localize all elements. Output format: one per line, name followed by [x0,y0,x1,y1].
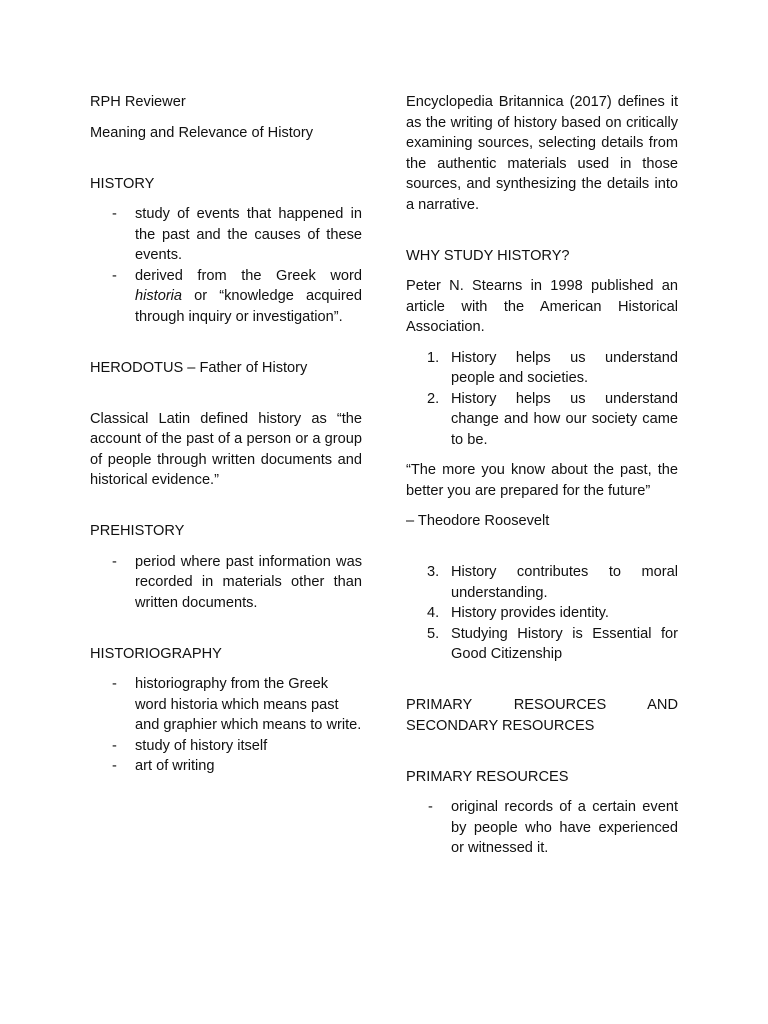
history-list [90,204,362,327]
historiography-list [90,674,362,777]
dash-marker: - [112,758,117,774]
historiography-bullet-2: study of history itself [135,737,268,754]
historiography-bullet-1: historiography from the Greek word historia which means past and graphier which means to write. [135,676,362,733]
primary-secondary-line-1: PRIMARY RESOURCES AND [406,697,678,713]
primary-bullet-1: original records of a certain event by people who have experienced or witnessed it. [451,799,678,856]
dash-marker: - [112,737,117,754]
number-marker: 2. [427,390,440,407]
list-item [406,389,678,451]
right-column [406,92,678,869]
stearns-paragraph: Peter N. Stearns in 1998 published an article with the American Historical Association. [406,278,678,335]
primary-secondary-line-2: SECONDARY RESOURCES [406,717,595,734]
dash-marker: - [112,676,117,692]
prehistory-list [90,552,362,614]
quote-author: – Theodore Roosevelt [406,513,550,529]
list-item [406,348,678,389]
dash-marker: - [112,206,117,222]
list-item [406,797,678,859]
reason-text: History provides identity. [451,605,609,621]
reason-text: History helps us understand people and societies. [451,349,678,386]
number-marker: 4. [427,605,440,621]
history-bullet-2-pre: derived from the Greek word [135,267,362,284]
prehistory-bullet-1: period where past information was recorded in materials other than written documents. [135,553,362,611]
classical-latin-paragraph: Classical Latin defined history as “the account of the past of a person or a group of people through written documents and historical evidence.” [90,410,362,488]
list-item [90,736,362,757]
left-column [90,92,362,787]
list-item [90,756,362,777]
primary-resources-list [406,797,678,859]
list-item [90,204,362,266]
britannica-paragraph: Encyclopedia Britannica (2017) defines it as the writing of history based on critically examining sources, selecting details from the authentic materials used in those sources, and synthesizing the details into a narrative. [406,94,678,213]
dash-marker: - [112,553,117,570]
why-study-heading: WHY STUDY HISTORY? [406,247,570,264]
list-item [406,624,678,665]
prehistory-heading: PREHISTORY [90,523,185,539]
primary-secondary-heading [406,695,678,736]
dash-marker: - [112,267,117,284]
list-item [90,266,362,328]
reasons-list-b [406,562,678,665]
primary-resources-heading: PRIMARY RESOURCES [406,768,569,785]
list-item [406,562,678,603]
document-title: RPH Reviewer [90,94,186,110]
reason-text: History helps us understand change and how our society came to be. [451,390,678,448]
historiography-heading: HISTORIOGRAPHY [90,645,222,662]
roosevelt-quote: “The more you know about the past, the better you are prepared for the future” [406,462,678,499]
dash-marker: - [428,799,433,815]
history-bullet-1: study of events that happened in the past and the causes of these events. [135,206,362,263]
reason-text: Studying History is Essential for Good Citizenship [451,625,678,662]
reason-text: History contributes to moral understanding. [451,564,678,601]
number-marker: 5. [427,625,440,642]
number-marker: 3. [427,564,440,580]
list-item [90,674,362,736]
reasons-list-a [406,348,678,451]
document-subtitle: Meaning and Relevance of History [90,124,314,141]
list-item [90,552,362,614]
history-bullet-2-italic: historia [135,288,183,304]
history-heading: HISTORY [90,175,155,192]
history-bullet-2-post: or “knowledge acquired through inquiry or investigation”. [135,288,362,325]
list-item [406,603,678,624]
number-marker: 1. [427,349,440,366]
historiography-bullet-3: art of writing [135,758,215,774]
herodotus-heading: HERODOTUS – Father of History [90,359,308,376]
